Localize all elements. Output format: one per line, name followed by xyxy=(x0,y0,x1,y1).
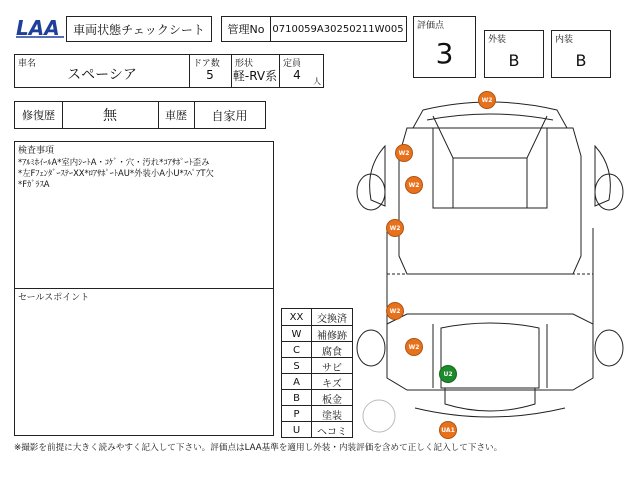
front-left-wheel xyxy=(357,174,385,210)
legend-code: P xyxy=(282,406,312,422)
repair-history-value: 無 xyxy=(103,108,117,124)
score-label: 評価点 xyxy=(417,21,445,31)
legend-row xyxy=(282,421,352,438)
mgmt-no-label: 管理No xyxy=(227,23,265,36)
svg-text:LAA: LAA xyxy=(16,16,60,40)
damage-mark-code: W2 xyxy=(481,96,493,104)
legend-code: U xyxy=(282,422,312,438)
legend-row xyxy=(282,373,352,390)
footer-note: ※撮影を前提に大きく読みやすく記入して下さい。評価点はLAA基準を適用し外装・内装評価を含めて正しく記入して下さい。 xyxy=(14,443,503,453)
doors-label: ドア数 xyxy=(193,59,220,69)
legend-row xyxy=(282,405,352,422)
vehicle-info-box xyxy=(14,54,324,88)
inspection-line: *FｶﾞﾗｽA xyxy=(18,179,50,189)
capacity-unit: 人 xyxy=(313,77,321,86)
rear-right-wheel xyxy=(595,330,623,366)
sheet-title-box xyxy=(66,16,212,42)
damage-mark[interactable] xyxy=(439,365,457,383)
damage-mark[interactable] xyxy=(439,421,457,439)
damage-mark-code: W2 xyxy=(389,224,401,232)
damage-mark[interactable] xyxy=(405,338,423,356)
damage-mark-code: W2 xyxy=(408,343,420,351)
repair-history-label: 修復歴 xyxy=(22,109,55,122)
legend-code: XX xyxy=(282,309,312,325)
exterior-value: B xyxy=(508,50,520,70)
shape-value: 軽-RV系 xyxy=(232,68,278,83)
laa-logo xyxy=(14,16,70,40)
damage-mark[interactable] xyxy=(395,144,413,162)
sheet-title: 車両状態チェックシート xyxy=(73,22,205,37)
damage-legend-table xyxy=(281,308,353,438)
damage-mark-code: W2 xyxy=(389,307,401,315)
exterior-label: 外装 xyxy=(488,35,507,45)
inspection-panel xyxy=(14,141,274,436)
legend-meaning: キズ xyxy=(322,378,342,390)
shape-label: 形状 xyxy=(235,59,254,69)
car-use-value: 自家用 xyxy=(211,108,248,123)
legend-code: W xyxy=(282,326,312,342)
inspection-label: 検査事項 xyxy=(18,146,55,156)
damage-mark-code: U2 xyxy=(443,370,453,378)
legend-code: C xyxy=(282,342,312,358)
legend-code: B xyxy=(282,390,312,406)
car-name-label: 車名 xyxy=(18,59,37,69)
damage-mark-code: W2 xyxy=(408,181,420,189)
sales-point-label: セールスポイント xyxy=(18,293,90,303)
interior-value: B xyxy=(575,50,587,70)
legend-row xyxy=(282,325,352,342)
logo-box xyxy=(14,16,70,40)
inspection-line: *ｱﾙﾐﾎｲｰﾙA*室内ｼｰﾄA・ｺｹﾞ・穴・汚れ*ｺｱｻﾎﾟｰﾄ歪み xyxy=(18,157,210,167)
interior-box xyxy=(551,30,611,78)
legend-meaning: サビ xyxy=(322,362,342,374)
exterior-box xyxy=(484,30,544,78)
damage-mark[interactable] xyxy=(405,176,423,194)
damage-mark[interactable] xyxy=(386,302,404,320)
doors-value: 5 xyxy=(206,68,214,82)
car-body-outline xyxy=(399,128,581,274)
legend-meaning: 交換済 xyxy=(317,313,347,325)
legend-code: S xyxy=(282,358,312,374)
legend-row xyxy=(282,309,352,325)
inspection-line: *左FﾌｪﾝﾀﾞｰｽﾃｰXX*ﾛｱｻﾎﾟｰﾄAU*外装小A小U*ｽﾍﾟｱT欠 xyxy=(18,168,214,178)
spare-tire xyxy=(363,400,395,432)
front-right-wheel xyxy=(595,174,623,210)
legend-meaning: 腐食 xyxy=(322,346,342,358)
score-value: 3 xyxy=(435,36,454,70)
damage-mark[interactable] xyxy=(386,219,404,237)
legend-meaning: 補修跡 xyxy=(317,330,347,342)
legend-meaning: ヘコミ xyxy=(317,426,347,438)
mgmt-no-value: 0710059A30250211W005 xyxy=(272,23,404,35)
rear-left-wheel xyxy=(357,330,385,366)
mgmt-no-box xyxy=(221,16,407,42)
capacity-value: 4 xyxy=(293,68,301,82)
interior-label: 内装 xyxy=(555,35,574,45)
history-box xyxy=(14,101,266,129)
car-name-value: スペーシア xyxy=(67,67,137,83)
legend-meaning: 塗装 xyxy=(322,410,342,422)
legend-meaning: 板金 xyxy=(322,394,342,406)
capacity-label: 定員 xyxy=(283,59,302,69)
legend-row xyxy=(282,341,352,358)
damage-mark[interactable] xyxy=(478,91,496,109)
legend-row xyxy=(282,357,352,374)
car-use-label: 車歴 xyxy=(165,109,187,122)
legend-code: A xyxy=(282,374,312,390)
score-box xyxy=(413,16,476,78)
damage-mark-code: UA1 xyxy=(441,426,455,434)
car-damage-diagram xyxy=(345,88,635,438)
legend-row xyxy=(282,389,352,406)
damage-mark-code: W2 xyxy=(398,149,410,157)
